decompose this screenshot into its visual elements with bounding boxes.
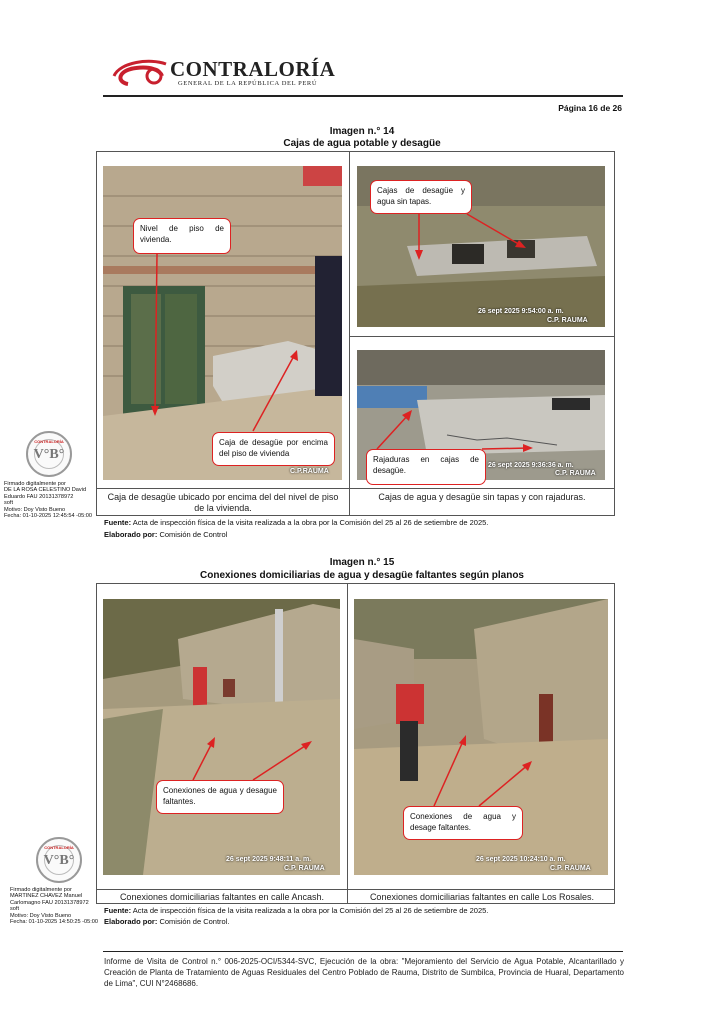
- org-subtitle: GENERAL DE LA REPÚBLICA DEL PERÚ: [178, 80, 318, 87]
- photo-ancash-stamp: 26 sept 2025 9:48:11 a. m.: [226, 856, 312, 863]
- annotation-box-above-floor: Caja de desagüe por encima del piso de vivienda: [212, 432, 335, 466]
- org-name: CONTRALORÍA: [170, 57, 336, 81]
- figure15-label: Imagen n.° 15: [329, 557, 395, 568]
- photo-right-bottom-stamp: 26 sept 2025 9:36:36 a. m.: [488, 462, 574, 469]
- annotation-cracks: Rajaduras en cajas de desagüe.: [366, 449, 486, 485]
- footer-divider: [103, 951, 623, 952]
- footer-text: Informe de Visita de Control n.° 006-2025-OCI/5344-SVC, Ejecución de la obra: "Mejoramiento del Servicio de Agua Potable, Alcantarillado y Creación de Planta de Tratamiento de Aguas Residuales del Centro Poblado de Rauma, Distrito de Sumbilca, Provincia de Huaral, Departamento de Lima", CUI N°2468686.: [104, 957, 624, 988]
- photo-right-bottom-stamp2: C.P. RAUMA: [555, 470, 596, 477]
- photo-left-stamp: C.P.RAUMA: [290, 468, 329, 475]
- page-number: Página 16 de 26: [558, 103, 622, 113]
- photo-rosales-stamp: 26 sept 2025 10:24:10 a. m.: [476, 856, 566, 863]
- figure14-row-divider: [349, 336, 615, 337]
- figure14-caption-right: Cajas de agua y desagüe sin tapas y con rajaduras.: [378, 492, 586, 502]
- photo-right-top-stamp: 26 sept 2025 9:54:00 a. m.: [478, 308, 564, 315]
- figure15-caption-right: Conexiones domiciliarias faltantes en calle Los Rosales.: [369, 892, 595, 902]
- digital-signature-2: Firmado digitalmente por MARTINEZ CHAVEZ Manuel Carlomagno FAU 20131378972 soft Motivo: Doy Visto Bueno Fecha: 01-10-2025 14:50:25 -05:00: [10, 887, 99, 926]
- contraloria-logo-icon: [110, 56, 170, 90]
- digital-signature-1: Firmado digitalmente por DE LA ROSA CELESTINO David Eduardo FAU 20131378972 soft Motivo: Doy Visto Bueno Fecha: 01-10-2025 12:45:54 -05:00: [4, 481, 93, 520]
- photo-ancash-stamp2: C.P. RAUMA: [284, 865, 325, 872]
- figure14-label: Imagen n.° 14: [329, 126, 395, 137]
- arrows-photo-right-bottom: [357, 350, 605, 480]
- photo-right-top-stamp2: C.P. RAUMA: [547, 317, 588, 324]
- arrows-photo-right-top: [357, 166, 605, 327]
- arrows-photo-left: [103, 166, 342, 480]
- figure15-source: Fuente: Acta de inspección física de la visita realizada a la obra por la Comisión del 25 al 26 de setiembre de 2025.: [104, 906, 489, 915]
- arrows-photo-calle-ancash: [103, 599, 340, 875]
- figure15-made-by: Elaborado por: Comisión de Control.: [104, 917, 230, 926]
- figure14-caption-left: Caja de desagüe ubicado por encima del del nivel de piso de la vivienda.: [107, 492, 339, 513]
- annotation-missing-connections-rosales: Conexiones de agua y desage faltantes.: [403, 806, 523, 840]
- header-divider: [103, 95, 623, 97]
- annotation-boxes-without-lids: Cajas de desagüe y agua sin tapas.: [370, 180, 472, 214]
- figure14-title: Cajas de agua potable y desagüe: [283, 138, 441, 149]
- figure14-made-by: Elaborado por: Comisión de Control: [104, 530, 228, 539]
- arrows-photo-calle-los-rosales: [354, 599, 608, 875]
- figure14-col-divider: [349, 151, 350, 516]
- visto-bueno-seal-2: CONTRALORÍA V°B°: [36, 837, 82, 883]
- figure15-col-divider: [347, 583, 348, 904]
- photo-rosales-stamp2: C.P. RAUMA: [550, 865, 591, 872]
- annotation-missing-connections-ancash: Conexiones de agua y desague faltantes.: [156, 780, 284, 814]
- figure15-title: Conexiones domiciliarias de agua y desagüe faltantes según planos: [200, 570, 524, 581]
- figure14-source: Fuente: Acta de inspección física de la visita realizada a la obra por la Comisión del 25 al 26 de setiembre de 2025.: [104, 518, 489, 527]
- figure15-caption-divider: [96, 889, 615, 890]
- annotation-floor-level: Nivel de piso de vivienda.: [133, 218, 231, 254]
- visto-bueno-seal-1: CONTRALORÍA V°B°: [26, 431, 72, 477]
- figure15-caption-left: Conexiones domiciliarias faltantes en calle Ancash.: [119, 892, 325, 902]
- figure14-caption-divider: [96, 488, 615, 489]
